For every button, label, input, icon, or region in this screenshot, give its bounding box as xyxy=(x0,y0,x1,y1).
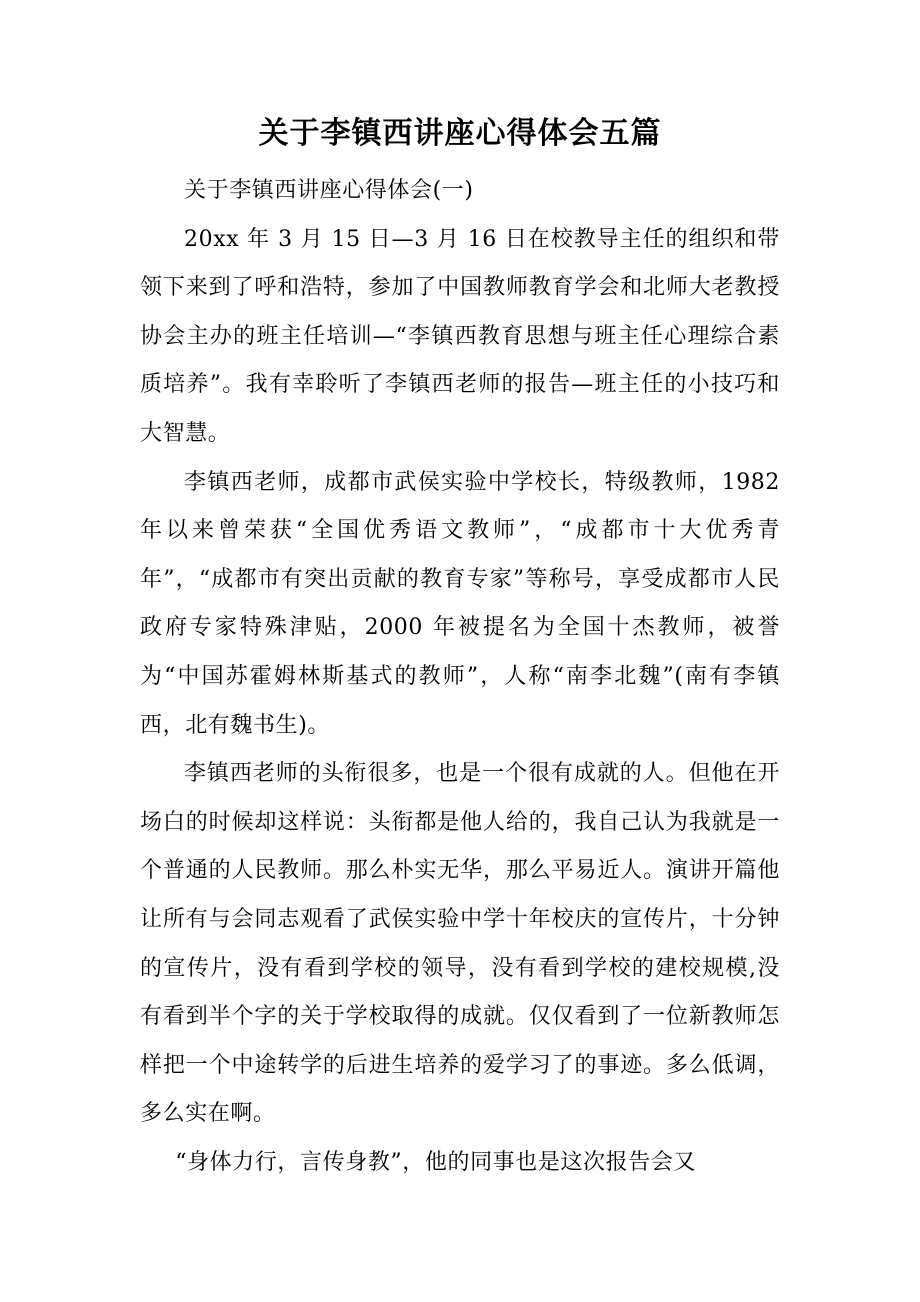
paragraph: “身体力行，言传身教”，他的同事也是这次报告会又 xyxy=(175,1149,697,1175)
section-heading: 关于李镇西讲座心得体会(一) xyxy=(184,178,474,203)
paragraph: 20xx 年 3 月 15 日—3 月 16 日在校教导主任的组织和带领下来到了呼和浩特，参加了中国教师教育学会和北师大老教授协会主办的班主任培训—“李镇西教育思想与班主任心理综合素质培养”。我有幸聆听了李镇西老师的报告—班主任的小技巧和大智慧。 xyxy=(140,226,780,446)
paragraph: 李镇西老师的头衔很多，也是一个很有成就的人。但他在开场白的时候却这样说：头衔都是他人给的，我自己认为我就是一个普通的人民教师。那么朴实无华，那么平易近人。演讲开篇他让所有与会同志观看了武侯实验中学十年校庆的宣传片，十分钟的宣传片，没有看到学校的领导，没有看到学校的建校规模,没有看到半个字的关于学校取得的成就。仅仅看到了一位新教师怎样把一个中途转学的后进生培养的爱学习了的事迹。多么低调，多么实在啊。 xyxy=(140,761,780,1127)
document-body xyxy=(140,167,780,1187)
paragraph: 李镇西老师，成都市武侯实验中学校长，特级教师，1982 年以来曾荣获“全国优秀语文教师”，“成都市十大优秀青年”，“成都市有突出贡献的教育专家”等称号，享受成都市人民政府专家特殊津贴，2000 年被提名为全国十杰教师，被誉为“中国苏霍姆林斯基式的教师”，人称“南李北魏”(南有李镇西，北有魏书生)。 xyxy=(140,469,780,738)
document-title: 关于李镇西讲座心得体会五篇 xyxy=(258,116,662,151)
